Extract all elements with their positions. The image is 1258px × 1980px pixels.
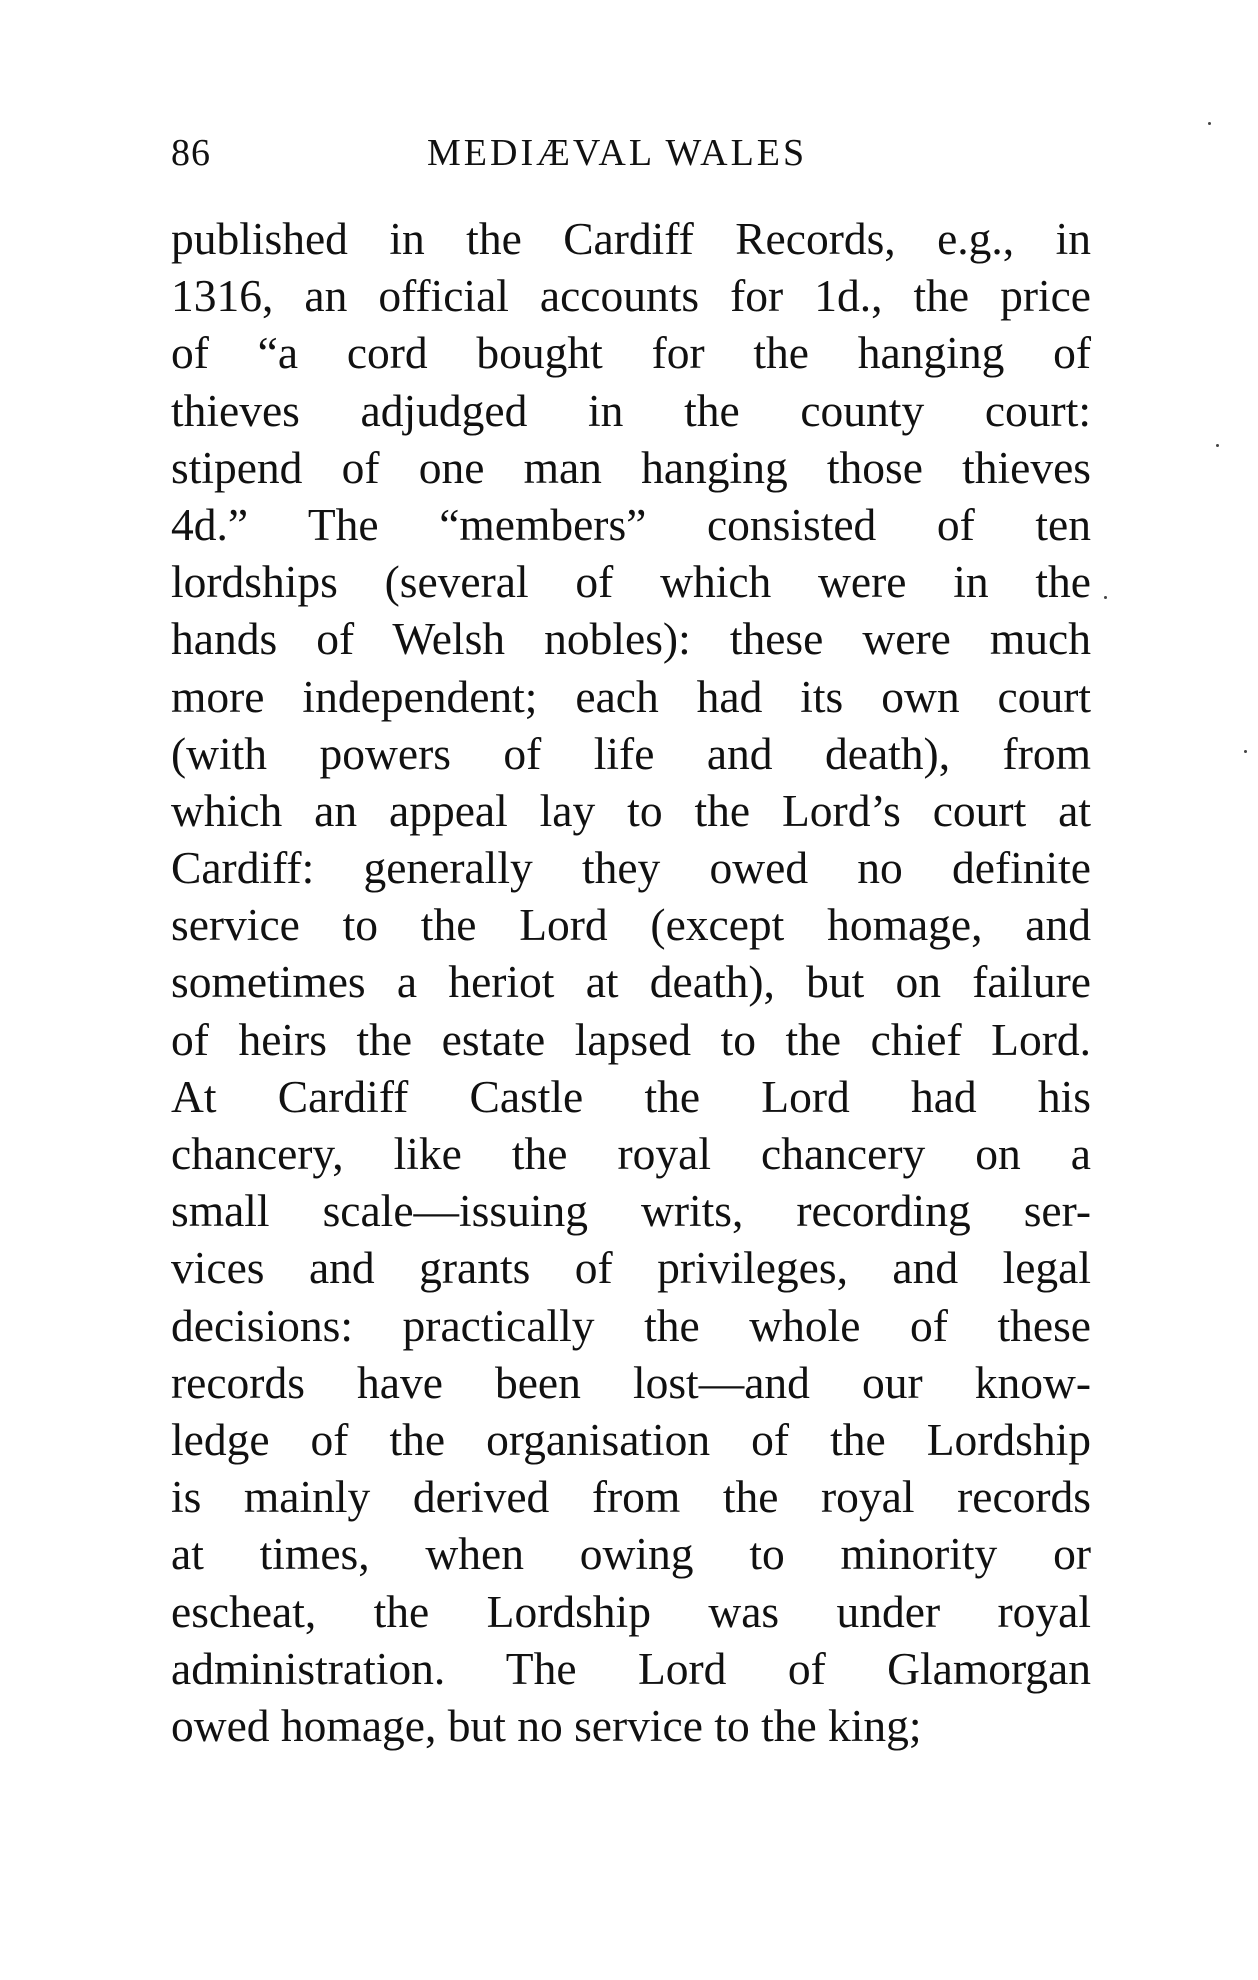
text-line: ledge of the organisation of the Lordship xyxy=(171,1413,1091,1465)
text-line: 1316, an official accounts for 1d., the price xyxy=(171,270,1091,322)
text-line: 4d.” The “members” consisted of ten xyxy=(171,498,1091,550)
text-line: stipend of one man hanging those thieves xyxy=(171,441,1091,493)
text-line: sometimes a heriot at death), but on failure xyxy=(171,956,1091,1008)
running-title: MEDIÆVAL WALES xyxy=(427,132,808,174)
scan-speck xyxy=(1244,750,1247,753)
scan-speck xyxy=(1208,122,1211,125)
text-line: Cardiff: generally they owed no definite xyxy=(171,842,1091,894)
text-line: at times, when owing to minority or xyxy=(171,1528,1091,1580)
text-line: decisions: practically the whole of these xyxy=(171,1299,1091,1351)
text-line: of heirs the estate lapsed to the chief Lord. xyxy=(171,1013,1091,1065)
text-line: which an appeal lay to the Lord’s court at xyxy=(171,784,1091,836)
text-line: is mainly derived from the royal records xyxy=(171,1471,1091,1523)
text-line: records have been lost—and our know- xyxy=(171,1356,1091,1408)
text-line: At Cardiff Castle the Lord had his xyxy=(171,1070,1091,1122)
text-line: small scale—issuing writs, recording ser- xyxy=(171,1185,1091,1237)
text-line: vices and grants of privileges, and legal xyxy=(171,1242,1091,1294)
text-line: thieves adjudged in the county court: xyxy=(171,384,1091,436)
text-line: chancery, like the royal chancery on a xyxy=(171,1128,1091,1179)
scan-speck xyxy=(1216,444,1219,447)
page-number: 86 xyxy=(171,132,211,174)
text-line: published in the Cardiff Records, e.g., in xyxy=(171,213,1091,264)
text-line: owed homage, but no service to the king; xyxy=(171,1699,922,1751)
text-line: of “a cord bought for the hanging of xyxy=(171,327,1091,379)
text-line: lordships (several of which were in the xyxy=(171,556,1091,608)
text-line: (with powers of life and death), from xyxy=(171,727,1091,779)
body-text xyxy=(171,210,1091,1754)
text-line: more independent; each had its own court xyxy=(171,670,1091,722)
text-line: escheat, the Lordship was under royal xyxy=(171,1585,1091,1637)
text-line: hands of Welsh nobles): these were much xyxy=(171,613,1091,665)
text-line: service to the Lord (except homage, and xyxy=(171,899,1091,951)
scan-speck xyxy=(1104,596,1107,599)
page-header xyxy=(171,128,1091,178)
text-line: administration. The Lord of Glamorgan xyxy=(171,1642,1091,1694)
